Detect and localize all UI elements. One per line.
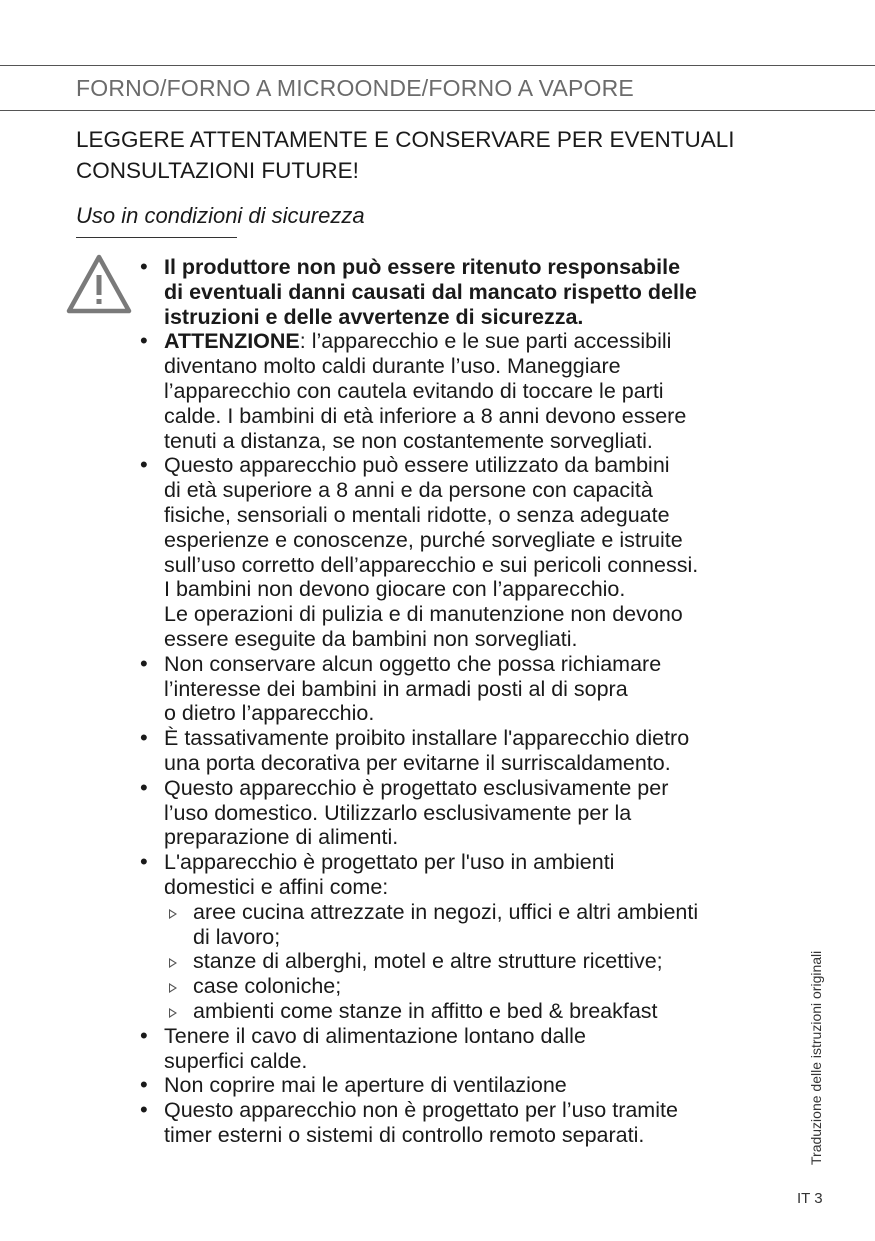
text-line: l’interesse dei bambini in armadi posti al di sopra (164, 676, 628, 701)
main-heading (76, 124, 816, 186)
sub-list-item (164, 999, 810, 1024)
sub-list (164, 900, 810, 1024)
text-line: timer esterni o sistemi di controllo remoto separati. (164, 1122, 645, 1147)
sub-list-item (164, 900, 810, 950)
attention-label: ATTENZIONE (164, 329, 300, 354)
text-line: • Non coprire mai le aperture di ventilazione (164, 1073, 567, 1098)
list-item (140, 1098, 810, 1148)
text-line: esperienze e conoscenze, purché sorvegliate e istruite (164, 527, 683, 552)
text-line: • Non conservare alcun oggetto che possa richiamare (164, 651, 662, 676)
text-line: tenuti a distanza, se non costantemente sorvegliati. (164, 428, 653, 453)
triangle-bullet-icon (169, 983, 177, 993)
triangle-bullet-icon (169, 1008, 177, 1018)
text-line: • È tassativamente proibito installare l'apparecchio dietro (164, 726, 690, 751)
text-line: preparazione di alimenti. (164, 825, 399, 850)
text-line: Le operazioni di pulizia e di manutenzione non devono (164, 602, 683, 627)
list-item (140, 329, 810, 453)
text-line: o dietro l’apparecchio. (164, 701, 375, 726)
list-item (140, 726, 810, 776)
text-line: calde. I bambini di età inferiore a 8 anni devono essere (164, 403, 687, 428)
text-line: I bambini non devono giocare con l’apparecchio. (164, 577, 626, 602)
text-line: • Tenere il cavo di alimentazione lontano dalle (164, 1023, 586, 1048)
text-line: diventano molto caldi durante l’uso. Maneggiare (164, 354, 621, 379)
text-line: case coloniche; (193, 974, 342, 999)
triangle-bullet-icon (169, 958, 177, 968)
list-item (140, 652, 810, 726)
side-caption: Traduzione delle istruzioni originali (808, 950, 824, 1165)
text-line: • Il produttore non può essere ritenuto responsabile (164, 255, 681, 279)
header-top-rule (0, 65, 875, 66)
sub-heading-underline (76, 237, 237, 238)
sub-list-item (164, 974, 810, 999)
text-line: di eventuali danni causati dal mancato rispetto delle (164, 279, 697, 304)
text-line: di età superiore a 8 anni e da persone con capacità (164, 478, 653, 503)
text-line: • Questo apparecchio può essere utilizzato da bambini (164, 453, 670, 478)
triangle-bullet-icon (169, 909, 177, 919)
text-line: istruzioni e delle avvertenze di sicurezza. (164, 304, 584, 329)
page-number: IT 3 (797, 1190, 823, 1207)
text-line: l’apparecchio con cautela evitando di toccare le parti (164, 378, 664, 403)
text-line: • L'apparecchio è progettato per l'uso in ambienti (164, 850, 615, 875)
list-item (140, 776, 810, 850)
text-line: essere eseguite da bambini non sorvegliati. (164, 626, 578, 651)
list-item (140, 850, 810, 1024)
list-item (140, 255, 810, 329)
main-heading-line: LEGGERE ATTENTAMENTE E CONSERVARE PER EVENTUALI (76, 127, 735, 152)
text-line: superfici calde. (164, 1048, 308, 1073)
text-line: l’uso domestico. Utilizzarlo esclusivamente per la (164, 800, 632, 825)
sub-list-item (164, 949, 810, 974)
sub-heading: Uso in condizioni di sicurezza (76, 203, 365, 228)
main-heading-line: CONSULTAZIONI FUTURE! (76, 158, 359, 183)
text-line: di lavoro; (193, 924, 281, 949)
text-line: domestici e affini come: (164, 874, 389, 899)
warning-triangle-icon (66, 254, 132, 314)
section-title: FORNO/FORNO A MICROONDE/FORNO A VAPORE (76, 75, 634, 101)
text-line: aree cucina attrezzate in negozi, uffici e altri ambienti (193, 899, 699, 924)
bullet-list (140, 255, 810, 1148)
text-line: • Questo apparecchio è progettato esclusivamente per (164, 775, 669, 800)
safety-instructions (140, 255, 810, 1148)
text-line: ambienti come stanze in affitto e bed & breakfast (193, 998, 658, 1023)
text-line: • Questo apparecchio non è progettato per l’uso tramite (164, 1098, 678, 1123)
list-item (140, 1073, 810, 1098)
list-item (140, 1024, 810, 1074)
header-bottom-rule (0, 110, 875, 111)
text-line: fisiche, sensoriali o mentali ridotte, o senza adeguate (164, 502, 670, 527)
text-line (164, 329, 810, 354)
text-fragment: : l’apparecchio e le sue parti accessibili (299, 329, 672, 354)
text-line: sull’uso corretto dell’apparecchio e sui pericoli connessi. (164, 552, 699, 577)
list-item (140, 453, 810, 651)
text-line: una porta decorativa per evitarne il surriscaldamento. (164, 750, 671, 775)
text-line: stanze di alberghi, motel e altre strutture ricettive; (193, 949, 663, 974)
